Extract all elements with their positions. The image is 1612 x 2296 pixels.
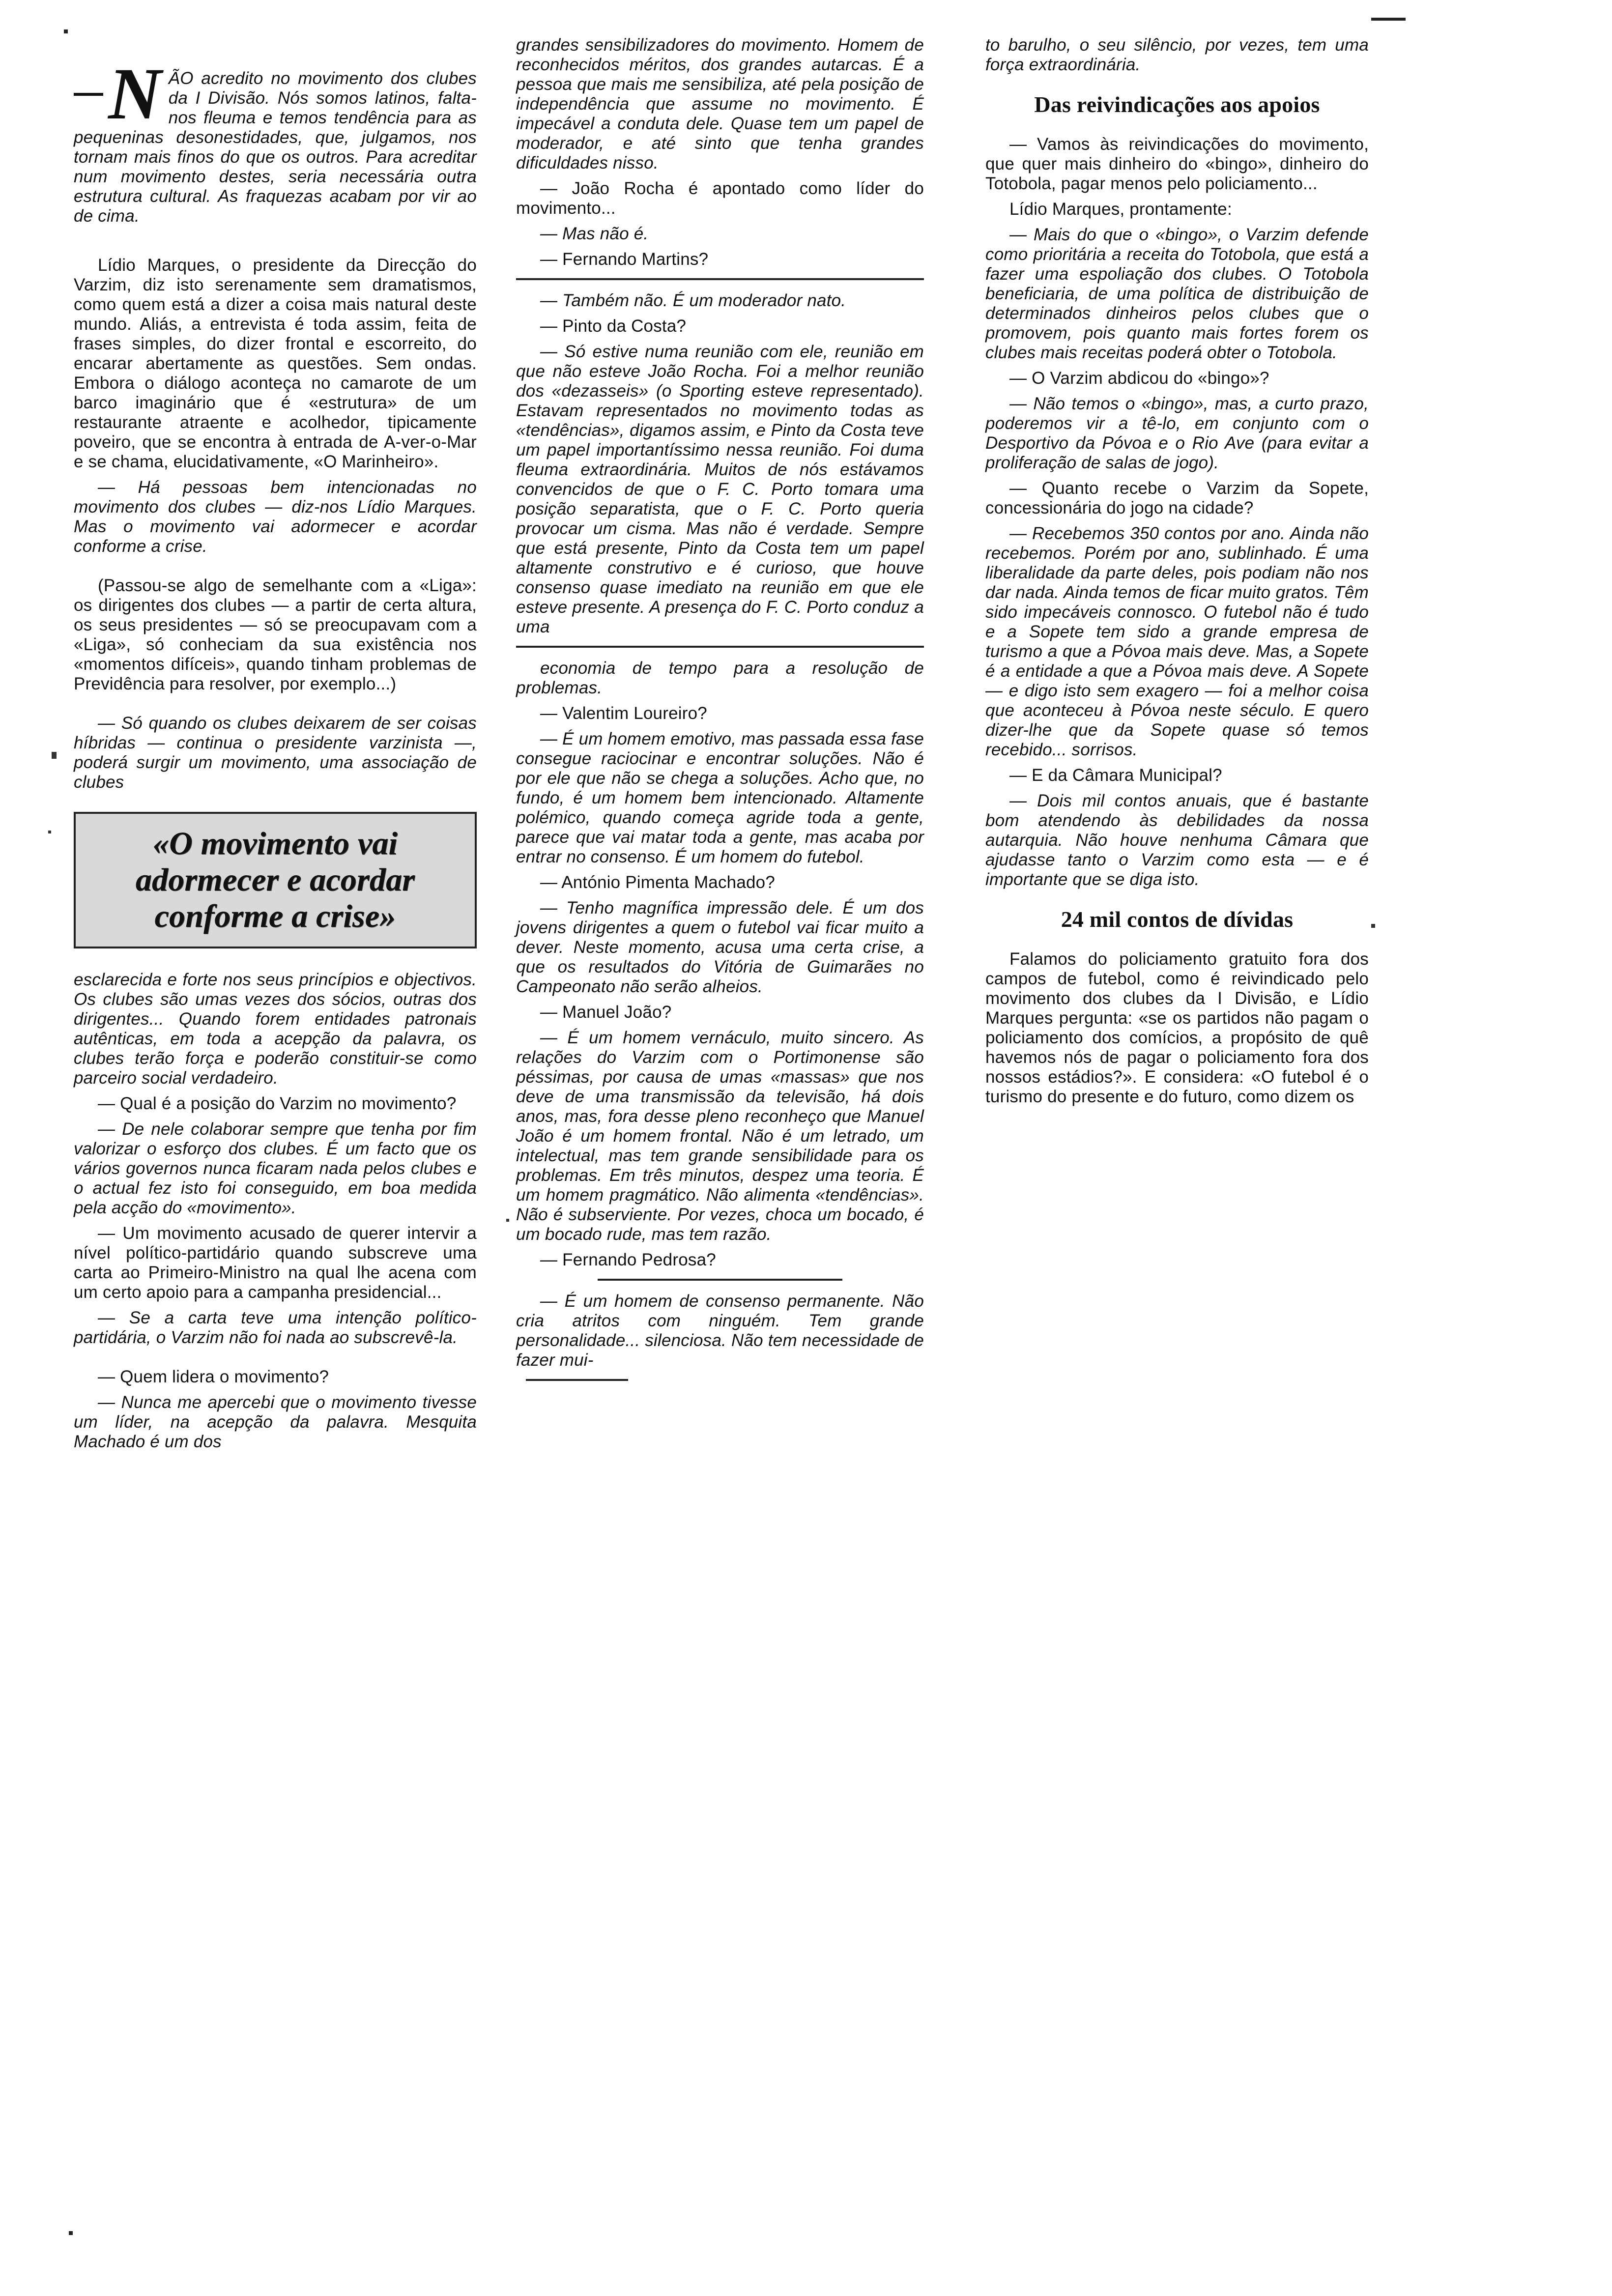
article-paragraph: ÃO acredito no movimento dos clubes da I Divisão. Nós somos latinos, falta-nos fleuma e temos tendência para as pequeninas desonestidades, que, julgamos, nos tornam mais finos do que os outros. Para acreditar num movimento destes, seria necessária outra estrutura cultural. As fraquezas acabam por vir ao de cima.: [74, 69, 477, 226]
divider: [598, 1279, 842, 1281]
question: — António Pimenta Machado?: [540, 873, 775, 892]
question: — Manuel João?: [540, 1003, 672, 1022]
answer: — É um homem emotivo, mas passada essa fase consegue raciocinar e encontrar soluções. Não é por ele que não se chega a soluções. Acho que, no fundo, é um homem bem intencionado. Altamente polémico, quando começa agride toda a gente, parece que vai matar toda a gente, mas acaba por entrar no consenso. É um homem do futebol.: [516, 729, 924, 866]
article-paragraph: (Passou-se algo de semelhante com a «Liga»: os dirigentes dos clubes — a partir de certa altura, os seus presidentes — só se preocupavam com a «Liga», só conheciam da sua existência nos «momentos difíceis», quando tinham problemas de Previdência para resolver, por exemplo...): [74, 576, 477, 693]
article-paragraph: — Há pessoas bem intencionadas no movimento dos clubes — diz-nos Lídio Marques. Mas o movimento vai adormecer e acordar conforme a crise.: [74, 478, 477, 556]
answer: — De nele colaborar sempre que tenha por fim valorizar o esforço dos clubes. É um facto que os vários governos nunca ficaram nada pelos clubes e o actual fez isto foi conseguido, em boa medida pela acção do «movimento».: [74, 1119, 477, 1217]
column-1: [74, 49, 477, 1458]
question: — Vamos às reivindicações do movimento, que quer mais dinheiro do «bingo», dinheiro do Totobola, pagar menos pelo policiamento...: [985, 135, 1369, 193]
question: — Valentim Loureiro?: [540, 704, 707, 723]
section-heading: 24 mil contos de dívidas: [1061, 907, 1294, 932]
divider: [516, 278, 924, 280]
answer: — Também não. É um moderador nato.: [540, 291, 846, 310]
answer: — Recebemos 350 contos por ano. Ainda não recebemos. Porém por ano, sublinhado. É uma liberalidade da parte deles, pois podiam não nos dar nada. Ainda temos de ficar muito gratos. Têm sido impecáveis connosco. O futebol não é tudo e a Sopete tem sido a grande empresa de turismo a que a Póvoa mais deve. Mas, a Sopete é a entidade a que a Póvoa mais deve. A Sopete — e digo isto sem exagero — foi a melhor coisa que aconteceu à Póvoa neste século. E quero dizer-lhe que da Sopete quase só temos recebido... sorrisos.: [985, 524, 1369, 759]
drop-cap: N: [108, 53, 162, 135]
question: — Quanto recebe o Varzim da Sopete, concessionária do jogo na cidade?: [985, 479, 1369, 517]
question: — Quem lidera o movimento?: [98, 1367, 329, 1386]
answer: — Se a carta teve uma intenção político-partidária, o Varzim não foi nada ao subscrevê-la.: [74, 1308, 477, 1347]
divider: [516, 646, 924, 648]
answer: — Tenho magnífica impressão dele. É um dos jovens dirigentes a quem o futebol vai ficar muito a dever. Neste momento, acusa uma certa crise, a que os resultados do Vitória de Guimarães no Campeonato não serão alheios.: [516, 898, 924, 996]
question: — Qual é a posição do Varzim no movimento?: [98, 1094, 457, 1113]
answer-continued: economia de tempo para a resolução de problemas.: [516, 659, 924, 697]
answer: grandes sensibilizadores do movimento. Homem de reconhecidos méritos, dos grandes autarcas. É a pessoa que mais me sensibiliza, até pela posição de independência que assume no movimento. É impecável a conduta dele. Quase tem um papel de moderador, e até sinto que tenha grandes dificuldades nisso.: [516, 35, 924, 172]
answer: — Nunca me apercebi que o movimento tivesse um líder, na acepção da palavra. Mesquita Machado é um dos: [74, 1393, 477, 1451]
question: — Pinto da Costa?: [540, 316, 687, 336]
answer: — É um homem de consenso permanente. Não cria atritos com ninguém. Tem grande personalidade... silenciosa. Não tem necessidade de fazer mui-: [516, 1292, 924, 1370]
section-heading: Das reivindicações aos apoios: [1034, 92, 1320, 117]
answer: — Mais do que o «bingo», o Varzim defende como prioritária a receita do Totobola, que está a fazer uma espoliação dos clubes. O Totobola beneficiaria, de uma política de distribuição de determinados dinheiros pelos clubes que o promovem, pois quanto mais fortes forem os clubes mais receitas poderá obter o Totobola.: [985, 225, 1369, 362]
divider: [526, 1379, 628, 1381]
article-paragraph: Lídio Marques, o presidente da Direcção do Varzim, diz isto serenamente sem dramatismos, como quem está a dizer a coisa mais natural deste mundo. Aliás, a entrevista é toda assim, feita de frases simples, do dizer frontal e escorreito, do encarar abertamente as questões. Sem ondas. Embora o diálogo aconteça no camarote de um barco imaginário que é «estrutura» de um restaurante atraente e acolhedor, tipicamente poveiro, que se encontra à entrada de A-ver-o-Mar e se chama, elucidativamente, «O Marinheiro».: [74, 256, 477, 471]
lead-paragraph: [74, 53, 477, 226]
question: — O Varzim abdicou do «bingo»?: [1009, 369, 1269, 388]
answer: — Não temos o «bingo», mas, a curto prazo, poderemos vir a tê-lo, em conjunto com o Desportivo da Póvoa e o Rio Ave (para evitar a proliferação de salas de jogo).: [985, 394, 1369, 472]
answer: — Só estive numa reunião com ele, reunião em que não esteve João Rocha. Foi a melhor reunião dos «dezasseis» (o Sporting esteve representado). Estavam representados no movimento todas as «tendências», digamos assim, e Pinto da Costa teve um papel importantíssimo nessa reunião. Foi duma fleuma extraordinária. Muitos de nós estávamos convencidos de que o F. C. Porto tomara uma posição separatista, que o F. C. Porto queria provocar um cisma. Mas não é verdade. Sempre que está presente, Pinto da Costa tem um papel altamente construtivo e é curioso, que houve consenso quase imediato na reunião em que ele esteve presente. A presença do F. C. Porto conduz a uma: [516, 342, 924, 636]
column-2: [516, 35, 924, 1392]
answer: — É um homem vernáculo, muito sincero. As relações do Varzim com o Portimonense são péssimas, por causa de umas «massas» que nos deve de uma transmissão da televisão, há dois anos, mas, fora desse pleno reconheço que Manuel João é um homem frontal. Não é um letrado, um intelectual, mas tem grande sensibilidade para os problemas. Em três minutos, despez uma teoria. É um homem pragmático. Não alimenta «tendências». Não é subserviente. Por vezes, choca um bocado, é um bocado rude, mas tem razão.: [516, 1028, 924, 1244]
question: — E da Câmara Municipal?: [1009, 766, 1222, 785]
question: — Um movimento acusado de querer intervir a nível político-partidário quando subscreve uma carta ao Primeiro-Ministro na qual lhe acena com um certo apoio para a campanha presidencial...: [74, 1224, 477, 1302]
article-paragraph: esclarecida e forte nos seus princípios e objectivos. Os clubes são umas vezes dos sócios, outras dos dirigentes... Quando forem entidades patronais autênticas, em toda a acepção da palavra, os clubes terão força e poderão constituir-se como parceiro social verdadeiro.: [74, 970, 477, 1088]
article-paragraph: — Só quando os clubes deixarem de ser coisas híbridas — continua o presidente varzinista —, poderá surgir um movimento, uma associação de clubes: [74, 714, 477, 792]
answer: — Dois mil contos anuais, que é bastante bom atendendo às debilidades da nossa autarquia. Não houve nenhuma Câmara que ajudasse tanto o Varzim como esta — e é importante que se diga isto.: [985, 791, 1369, 889]
question: — João Rocha é apontado como líder do movimento...: [516, 179, 924, 218]
question: — Fernando Martins?: [540, 250, 709, 269]
answer: to barulho, o seu silêncio, por vezes, tem uma força extraordinária.: [985, 35, 1369, 74]
column-3: [985, 35, 1369, 1113]
article-paragraph: Lídio Marques, prontamente:: [1009, 200, 1232, 219]
pull-quote: «O movimento vai adormecer e acordar conforme a crise»: [74, 812, 477, 948]
answer: — Mas não é.: [540, 224, 649, 243]
lead-dash: —: [74, 76, 104, 109]
article-paragraph: Falamos do policiamento gratuito fora dos campos de futebol, como é reivindicado pelo movimento dos clubes da I Divisão, e Lídio Marques pergunta: «se os partidos não pagam o policiamento dos comícios, a propósito de quê havemos nós de pagar o policiamento fora dos nossos estádios?». E considera: «O futebol é o turismo do presente e do futuro, como dizem os: [985, 949, 1369, 1106]
question: — Fernando Pedrosa?: [540, 1250, 716, 1269]
